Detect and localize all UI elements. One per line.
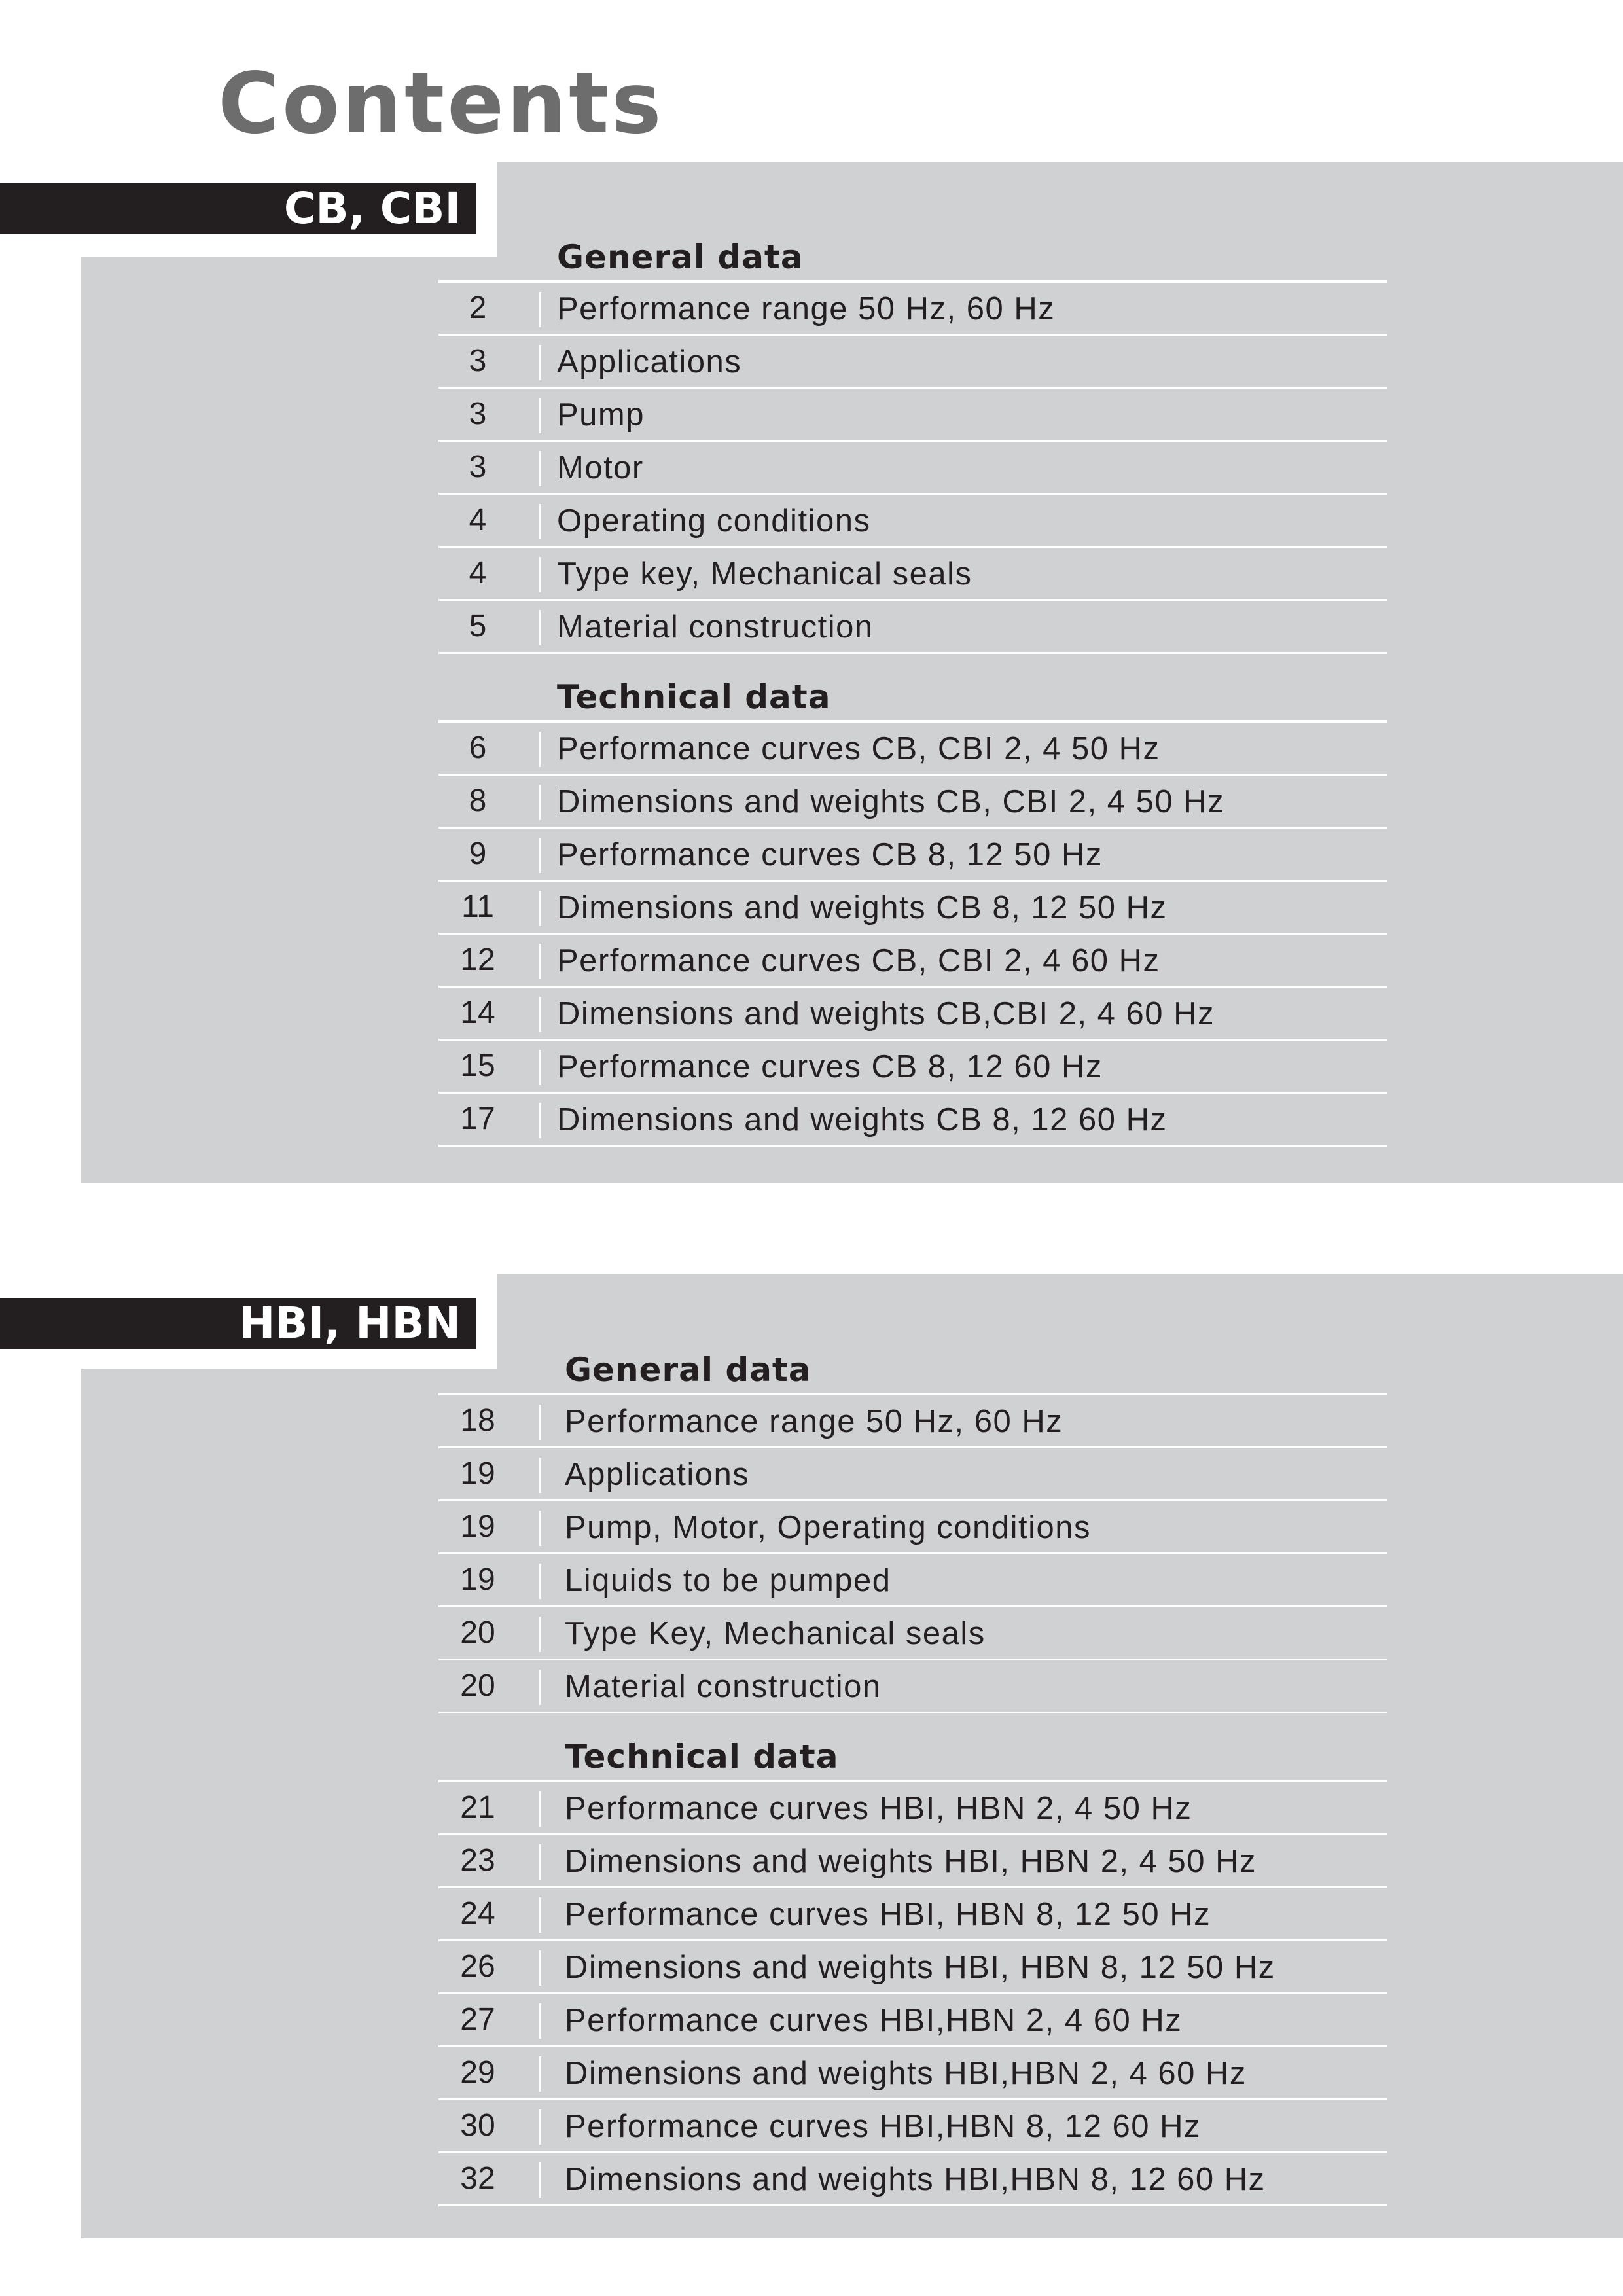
- toc-entry[interactable]: [438, 1448, 1387, 1501]
- group-heading-general-data: General data: [438, 1345, 1387, 1395]
- entry-title: Performance curves CB, CBI 2, 4 50 Hz: [557, 731, 1160, 766]
- toc-entry[interactable]: [438, 1888, 1387, 1941]
- group-heading-general-data: General data: [438, 232, 1387, 283]
- toc-entry[interactable]: [438, 2047, 1387, 2100]
- page-number: 26: [460, 1949, 495, 1984]
- separator: [539, 398, 541, 433]
- entry-title: Type Key, Mechanical seals: [565, 1616, 986, 1651]
- separator: [539, 2003, 541, 2039]
- entry-title: Operating conditions: [557, 503, 871, 539]
- page-number: 15: [460, 1049, 495, 1083]
- entry-title: Material construction: [565, 1669, 882, 1704]
- entry-title: Applications: [565, 1457, 750, 1492]
- separator: [539, 1458, 541, 1493]
- entry-title: Performance range 50 Hz, 60 Hz: [557, 291, 1056, 327]
- page-number: 12: [460, 942, 495, 977]
- separator: [539, 732, 541, 767]
- entry-title: Dimensions and weights CB 8, 12 60 Hz: [557, 1102, 1168, 1138]
- toc-entry[interactable]: [438, 1835, 1387, 1888]
- separator: [539, 1844, 541, 1880]
- toc-entry[interactable]: [438, 495, 1387, 548]
- toc-entry[interactable]: [438, 988, 1387, 1041]
- entry-title: Performance range 50 Hz, 60 Hz: [565, 1404, 1063, 1439]
- page-number: 30: [460, 2108, 495, 2143]
- group-heading-technical-data: Technical data: [438, 672, 1387, 723]
- entry-title: Performance curves HBI, HBN 8, 12 50 Hz: [565, 1897, 1211, 1932]
- separator: [539, 2162, 541, 2198]
- page-number: 2: [469, 291, 487, 325]
- separator: [539, 2056, 541, 2092]
- separator: [539, 1103, 541, 1138]
- entry-title: Dimensions and weights HBI,HBN 2, 4 60 Hz: [565, 2056, 1247, 2091]
- toc-entry[interactable]: [438, 389, 1387, 442]
- entry-title: Performance curves CB 8, 12 60 Hz: [557, 1049, 1103, 1085]
- toc-entry[interactable]: [438, 1941, 1387, 1994]
- entry-title: Performance curves CB, CBI 2, 4 60 Hz: [557, 943, 1160, 978]
- toc-entry[interactable]: [438, 2100, 1387, 2153]
- entry-title: Pump: [557, 397, 645, 433]
- separator: [539, 292, 541, 327]
- entry-title: Material construction: [557, 609, 874, 645]
- entry-title: Pump, Motor, Operating conditions: [565, 1510, 1091, 1545]
- entry-title: Dimensions and weights CB, CBI 2, 4 50 Hz: [557, 784, 1225, 819]
- entry-title: Liquids to be pumped: [565, 1563, 891, 1598]
- toc-hbi-hbn: [438, 1345, 1387, 2206]
- entry-title: Performance curves HBI, HBN 2, 4 50 Hz: [565, 1791, 1192, 1826]
- entry-title: Dimensions and weights CB,CBI 2, 4 60 Hz: [557, 996, 1215, 1031]
- toc-cb-cbi: [438, 232, 1387, 1147]
- toc-entry[interactable]: [438, 336, 1387, 389]
- toc-entry[interactable]: [438, 1782, 1387, 1835]
- separator: [539, 504, 541, 539]
- page-title: Contents: [218, 55, 664, 152]
- page-number: 3: [469, 344, 487, 378]
- separator: [539, 944, 541, 979]
- separator: [539, 451, 541, 486]
- page-number: 20: [460, 1668, 495, 1703]
- entry-title: Performance curves HBI,HBN 8, 12 60 Hz: [565, 2109, 1202, 2144]
- toc-entry[interactable]: [438, 1554, 1387, 1607]
- page-number: 17: [460, 1102, 495, 1136]
- page-number: 24: [460, 1896, 495, 1931]
- page-number: 11: [461, 889, 494, 924]
- separator: [539, 1897, 541, 1933]
- separator: [539, 610, 541, 645]
- page-number: 20: [460, 1615, 495, 1650]
- page-number: 3: [469, 450, 487, 484]
- separator: [539, 1050, 541, 1085]
- page-number: 5: [469, 609, 487, 643]
- toc-entry[interactable]: [438, 829, 1387, 882]
- separator: [539, 1405, 541, 1440]
- separator: [539, 891, 541, 926]
- toc-entry[interactable]: [438, 1660, 1387, 1713]
- entry-title: Motor: [557, 450, 644, 486]
- page-number: 4: [469, 503, 487, 537]
- section-label-text: HBI, HBN: [239, 1298, 461, 1348]
- toc-entry[interactable]: [438, 776, 1387, 829]
- separator: [539, 345, 541, 380]
- toc-entry[interactable]: [438, 442, 1387, 495]
- group-heading-technical-data: Technical data: [438, 1732, 1387, 1782]
- separator: [539, 1511, 541, 1546]
- page-number: 21: [460, 1790, 495, 1825]
- page-number: 27: [460, 2002, 495, 2037]
- toc-entry[interactable]: [438, 935, 1387, 988]
- page-number: 4: [469, 556, 487, 590]
- entry-title: Dimensions and weights CB 8, 12 50 Hz: [557, 890, 1168, 925]
- toc-entry[interactable]: [438, 1994, 1387, 2047]
- page-number: 6: [469, 730, 487, 765]
- toc-entry[interactable]: [438, 1041, 1387, 1094]
- page-number: 32: [460, 2161, 495, 2196]
- separator: [539, 1670, 541, 1705]
- separator: [539, 997, 541, 1032]
- page-number: 29: [460, 2055, 495, 2090]
- page-number: 19: [460, 1562, 495, 1597]
- toc-entry[interactable]: [438, 1094, 1387, 1147]
- separator: [539, 1617, 541, 1652]
- toc-entry[interactable]: [438, 1395, 1387, 1448]
- section-label-cb-cbi: [0, 183, 476, 234]
- separator: [539, 1791, 541, 1827]
- section-label-hbi-hbn: [0, 1298, 476, 1349]
- toc-entry[interactable]: [438, 1501, 1387, 1554]
- separator: [539, 785, 541, 820]
- entry-title: Dimensions and weights HBI, HBN 2, 4 50 Hz: [565, 1844, 1257, 1879]
- section-label-text: CB, CBI: [283, 183, 461, 234]
- page-number: 3: [469, 397, 487, 431]
- separator: [539, 1950, 541, 1986]
- separator: [539, 838, 541, 873]
- page-number: 19: [460, 1509, 495, 1544]
- entry-title: Dimensions and weights HBI,HBN 8, 12 60 Hz: [565, 2162, 1266, 2197]
- entry-title: Performance curves HBI,HBN 2, 4 60 Hz: [565, 2003, 1183, 2038]
- toc-entry[interactable]: [438, 601, 1387, 654]
- toc-entry[interactable]: [438, 1607, 1387, 1660]
- entry-title: Applications: [557, 344, 742, 380]
- toc-entry[interactable]: [438, 723, 1387, 776]
- page-number: 14: [460, 996, 495, 1030]
- toc-entry[interactable]: [438, 2153, 1387, 2206]
- page-number: 8: [469, 783, 487, 818]
- page-number: 23: [460, 1843, 495, 1878]
- toc-entry[interactable]: [438, 882, 1387, 935]
- toc-entry[interactable]: [438, 548, 1387, 601]
- separator: [539, 557, 541, 592]
- entry-title: Dimensions and weights HBI, HBN 8, 12 50 Hz: [565, 1950, 1275, 1985]
- entry-title: Performance curves CB 8, 12 50 Hz: [557, 837, 1103, 872]
- page-number: 19: [460, 1456, 495, 1491]
- toc-entry[interactable]: [438, 283, 1387, 336]
- entry-title: Type key, Mechanical seals: [557, 556, 972, 592]
- page-number: 9: [469, 836, 487, 871]
- separator: [539, 1564, 541, 1599]
- page-number: 18: [460, 1403, 495, 1438]
- separator: [539, 2109, 541, 2145]
